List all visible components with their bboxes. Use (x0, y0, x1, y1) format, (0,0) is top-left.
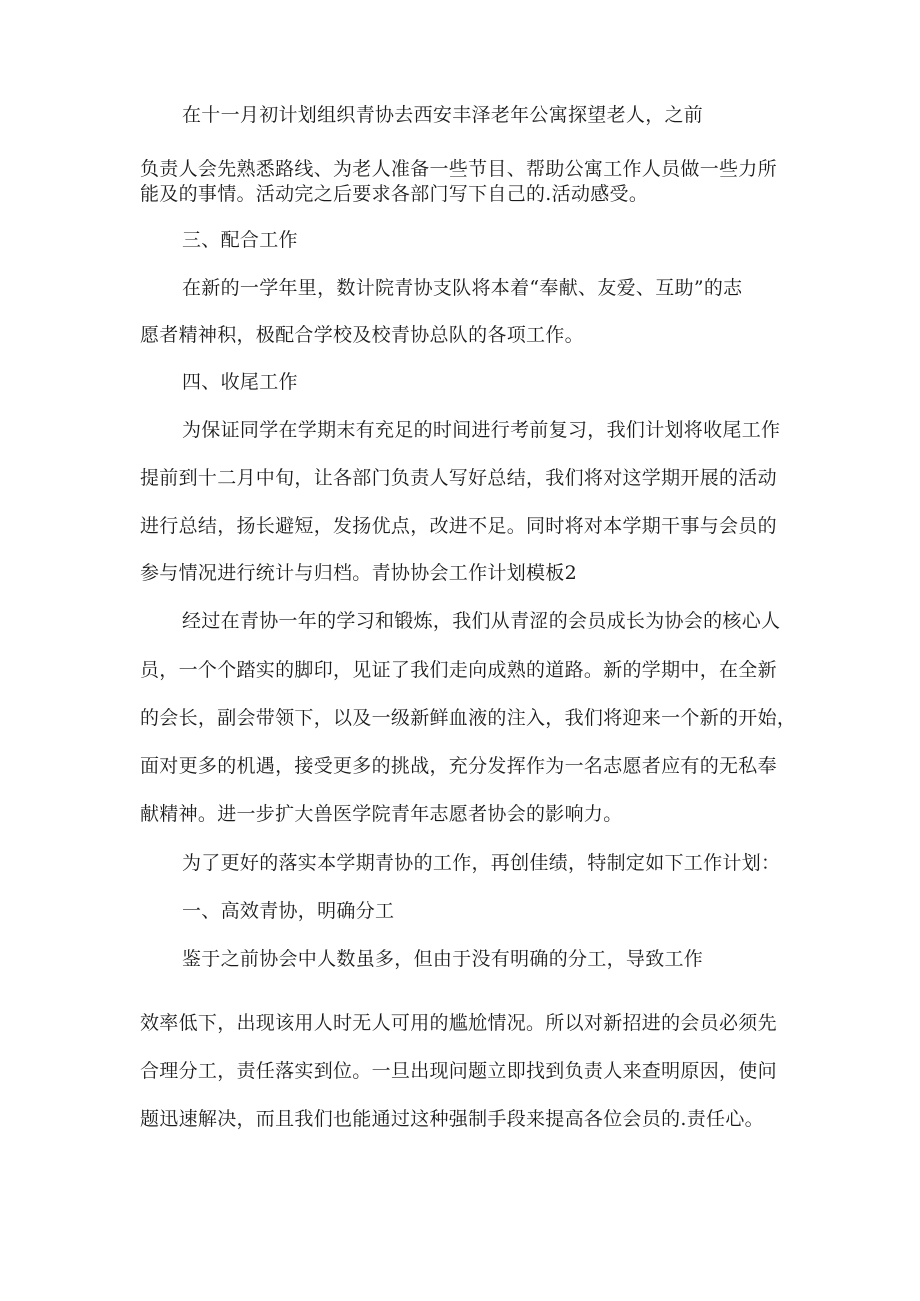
section-heading: 四、收尾工作 (182, 371, 298, 393)
text-line: 经过在青协一年的学习和锻炼，我们从青涩的会员成长为协会的核心人 (182, 610, 781, 632)
section-heading: 一、高效青协，明确分工 (182, 900, 395, 922)
text-line: 愿者精神积，极配合学校及校青协总队的各项工作。 (140, 324, 584, 346)
text-line: 合理分工，责任落实到位。一旦出现问题立即找到负责人来查明原因，使问 (140, 1060, 777, 1082)
text-line: 负责人会先熟悉路线、为老人准备一些节目、帮助公寓工作人员做一些力所 (140, 158, 777, 180)
text-line: 进行总结，扬长避短，发扬优点，改进不足。同时将对本学期干事与会员的 (140, 515, 777, 537)
text-line: 的会长，副会带领下，以及一级新鲜血液的注入，我们将迎来一个新的开始， (140, 707, 797, 729)
section-heading: 三、配合工作 (182, 229, 298, 251)
text-line: 在新的一学年里，数计院青协支队将本着“奉献、友爱、互助”的志 (182, 277, 743, 299)
text-line: 题迅速解决，而且我们也能通过这种强制手段来提高各位会员的.责任心。 (140, 1108, 764, 1130)
text-line: 为了更好的落实本学期青协的工作，再创佳绩，特制定如下工作计划： (182, 852, 781, 874)
text-line: 参与情况进行统计与归档。青协协会工作计划模板2 (140, 562, 577, 584)
text-line: 在十一月初计划组织青协去西安丰泽老年公寓探望老人，之前 (182, 104, 704, 126)
text-line: 鉴于之前协会中人数虽多，但由于没有明确的分工，导致工作 (182, 948, 704, 970)
text-line: 效率低下，出现该用人时无人可用的尴尬情况。所以对新招进的会员必须先 (140, 1012, 777, 1034)
text-line: 为保证同学在学期末有充足的时间进行考前复习，我们计划将收尾工作 (182, 419, 781, 441)
text-line: 员，一个个踏实的脚印，见证了我们走向成熟的道路。新的学期中，在全新 (140, 659, 777, 681)
text-line: 提前到十二月中旬，让各部门负责人写好总结，我们将对这学期开展的活动 (140, 467, 777, 489)
text-line: 献精神。进一步扩大兽医学院青年志愿者协会的影响力。 (140, 803, 623, 825)
text-line: 面对更多的机遇，接受更多的挑战，充分发挥作为一名志愿者应有的无私奉 (140, 755, 777, 777)
text-line: 能及的事情。活动完之后要求各部门写下自己的.活动感受。 (140, 183, 649, 205)
